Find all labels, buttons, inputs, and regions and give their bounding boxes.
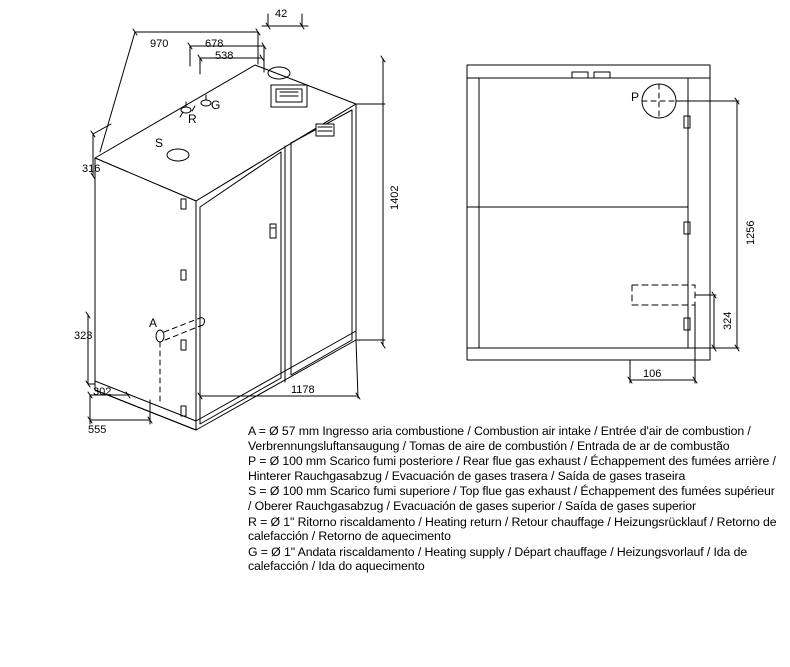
rear-view <box>467 65 739 383</box>
point-label-a: A <box>149 316 158 330</box>
isometric-view <box>86 14 385 471</box>
dimension-678: 678 <box>205 38 224 50</box>
dimension-970: 970 <box>150 38 169 50</box>
dimension-324: 324 <box>722 311 734 330</box>
point-label-r: R <box>188 112 197 126</box>
legend-entry-s: S = Ø 100 mm Scarico fumi superiore / Top flue gas exhaust / Échappement des fumées supérieur / Oberer Rauchgasabzug / Evacuación de gases superior / Saída de gases superior <box>248 484 775 513</box>
legend-entry-p: P = Ø 100 mm Scarico fumi posteriore / Rear flue gas exhaust / Échappement des fumées arrière / Hinterer Rauchgasabzug / Evacuación de gases trasera / Saída de gases traseira <box>248 454 776 483</box>
point-label-p: P <box>631 90 640 104</box>
legend-entry-a: A = Ø 57 mm Ingresso aria combustione / Combustion air intake / Entrée d'air de combustion / Verbrennungsluftansaugung / Tomas de aire de combustión / Entrada de ar de combustão <box>248 424 751 453</box>
dimension-1178: 1178 <box>291 384 315 396</box>
legend <box>248 424 778 575</box>
dimension-555: 555 <box>88 424 107 436</box>
dimension-316: 316 <box>82 163 101 175</box>
legend-entry-g: G = Ø 1" Andata riscaldamento / Heating supply / Départ chauffage / Heizungsvorlauf / Ida de calefacción / Ida do aquecimento <box>248 544 748 574</box>
dimension-106: 106 <box>643 368 662 380</box>
dimension-42: 42 <box>275 8 288 20</box>
legend-entry-r: R = Ø 1" Ritorno riscaldamento / Heating return / Retour chauffage / Heizungsrücklauf / Retorno de calefacción / Retorno de aquecimento <box>248 514 777 544</box>
point-label-g: G <box>211 98 221 112</box>
dimension-323: 323 <box>74 330 93 342</box>
dimension-302: 302 <box>93 386 112 398</box>
dimension-538: 538 <box>215 50 234 62</box>
point-label-s: S <box>155 136 164 150</box>
dimension-1256: 1256 <box>745 220 757 245</box>
dimension-1402: 1402 <box>389 185 401 210</box>
